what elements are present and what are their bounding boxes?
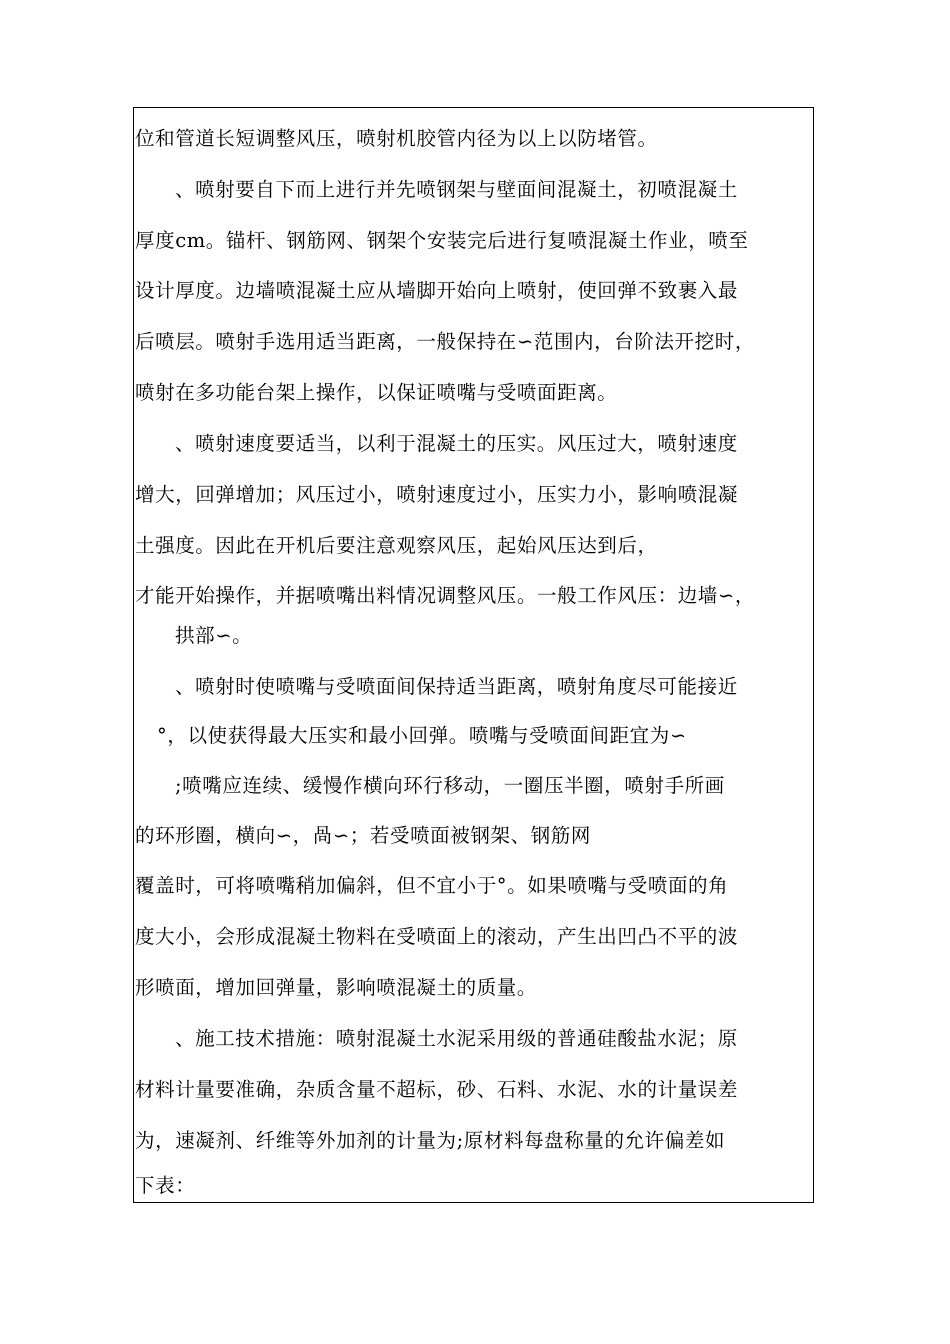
text-line: 、施工技术措施：喷射混凝土水泥采用级的普通硅酸盐水泥；原 xyxy=(175,1027,738,1050)
text-line: 度大小，会形成混凝土物料在受喷面上的滚动，产生出凹凸不平的波 xyxy=(135,925,739,948)
text-line: 下表： xyxy=(135,1174,196,1197)
text-line: 覆盖时，可将喷嘴稍加偏斜，但不宜小于°。如果喷嘴与受喷面的角 xyxy=(135,874,729,897)
text-line: 位和管道长短调整风压，喷射机胶管内径为以上以防堵管。 xyxy=(135,127,658,150)
text-line: 厚度cm。锚杆、钢筋网、钢架个安装完后进行复喷混凝土作业，喷至 xyxy=(135,229,749,252)
text-line: 增大，回弹增加；风压过小，喷射速度过小，压实力小，影响喷混凝 xyxy=(135,483,739,506)
text-line: 才能开始操作，并据喷嘴出料情况调整风压。一般工作风压：边墙∽， xyxy=(135,584,755,607)
text-line: 为，速凝剂、纤维等外加剂的计量为;原材料每盘称量的允许偏差如 xyxy=(135,1129,726,1152)
text-line: 、喷射时使喷嘴与受喷面间保持适当距离，喷射角度尽可能接近 xyxy=(175,675,738,698)
text-line: 设计厚度。边墙喷混凝土应从墙脚开始向上喷射，使回弹不致裹入最 xyxy=(135,279,739,302)
text-line: 材料计量要准确，杂质含量不超标，砂、石料、水泥、水的计量误差 xyxy=(135,1078,739,1101)
text-line: 后喷层。喷射手选用适当距离，一般保持在∽范围内，台阶法开挖时， xyxy=(135,330,755,353)
text-line: ;喷嘴应连续、缓慢作横向环行移动，一圈压半圈，喷射手所画 xyxy=(175,774,725,797)
text-line: 、喷射速度要适当，以利于混凝土的压实。风压过大，喷射速度 xyxy=(175,432,738,455)
text-line: 喷射在多功能台架上操作，以保证喷嘴与受喷面距离。 xyxy=(135,381,618,404)
text-line: 拱部∽。 xyxy=(175,624,253,647)
text-line: °，以使获得最大压实和最小回弹。喷嘴与受喷面间距宜为∽ xyxy=(157,724,687,747)
text-line: 土强度。因此在开机后要注意观察风压，起始风压达到后， xyxy=(135,534,658,557)
text-line: 形喷面，增加回弹量，影响喷混凝土的质量。 xyxy=(135,976,538,999)
text-line: 、喷射要自下而上进行并先喷钢架与壁面间混凝土，初喷混凝土 xyxy=(175,178,738,201)
text-line: 的环形圈，横向∽，咼∽；若受喷面被钢架、钢筋网 xyxy=(135,824,591,847)
